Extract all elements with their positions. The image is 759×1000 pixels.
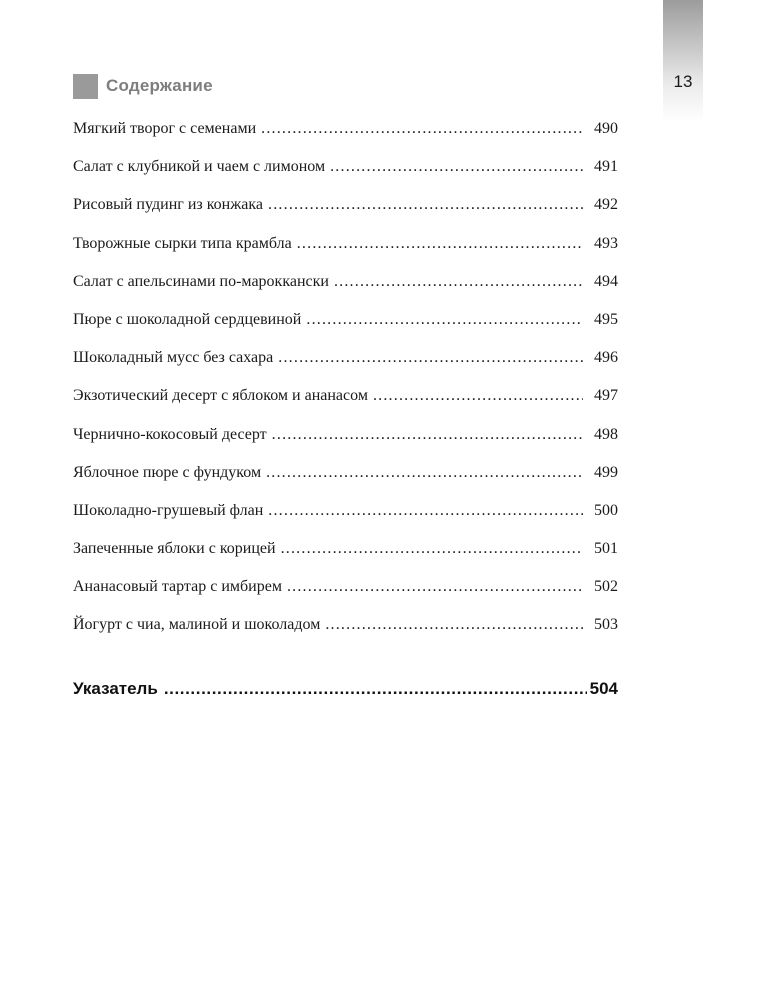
header-square-marker — [73, 74, 98, 99]
toc-leader-dots — [287, 572, 583, 602]
toc-entry-page: 501 — [594, 540, 618, 558]
toc-entry[interactable] — [73, 267, 618, 305]
toc-entry-page: 494 — [594, 272, 618, 290]
section-title: Содержание — [106, 76, 213, 95]
toc-entry-title: Шоколадный мусс без сахара — [73, 349, 274, 367]
toc-entry[interactable] — [73, 343, 618, 381]
toc-entry[interactable] — [73, 610, 618, 648]
toc-entry-page: 499 — [594, 463, 618, 481]
toc-entry-title: Яблочное пюре с фундуком — [73, 463, 262, 481]
toc-entry[interactable] — [73, 152, 618, 190]
toc-leader-dots — [266, 458, 583, 488]
index-entry[interactable] — [73, 674, 618, 704]
toc-entry-title: Чернично-кокосовый десерт — [73, 425, 267, 443]
toc-entry-title: Запеченные яблоки с корицей — [73, 540, 276, 558]
toc-leader-dots — [325, 610, 583, 640]
toc-entry-page: 502 — [594, 578, 618, 596]
toc-entry-title: Мягкий творог с семенами — [73, 120, 257, 137]
toc-entry-title: Йогурт с чиа, малиной и шоколадом — [73, 616, 321, 634]
toc-entry-title: Салат с апельсинами по-мароккански — [73, 272, 329, 290]
toc-entry[interactable] — [73, 534, 618, 572]
toc-entry-page: 503 — [594, 616, 618, 634]
toc-entry-title: Пюре с шоколадной сердцевиной — [73, 310, 302, 328]
toc-leader-dots — [268, 190, 583, 220]
toc-entry-title: Рисовый пудинг из конжака — [73, 196, 264, 214]
index-entry-title: Указатель — [73, 679, 158, 698]
toc-entry-page: 495 — [594, 310, 618, 328]
toc-entry-page: 492 — [594, 196, 618, 214]
toc-leader-dots — [281, 534, 583, 564]
section-header — [73, 73, 213, 99]
page-edge-tab — [663, 0, 703, 122]
toc-entry[interactable] — [73, 572, 618, 610]
toc-entry[interactable] — [73, 496, 618, 534]
toc-leader-dots — [373, 381, 583, 411]
toc-entry[interactable] — [73, 381, 618, 419]
toc-entry-page: 490 — [594, 120, 618, 137]
toc-entry-title: Творожные сырки типа крамбла — [73, 234, 292, 252]
toc-leader-dots — [261, 114, 583, 144]
toc-entry-page: 496 — [594, 349, 618, 367]
index-leader-dots — [164, 674, 587, 704]
toc-leader-dots — [306, 305, 583, 335]
toc-entry[interactable] — [73, 420, 618, 458]
toc-leader-dots — [297, 229, 583, 259]
toc-entry-page: 493 — [594, 234, 618, 252]
toc-leader-dots — [334, 267, 583, 297]
page-number: 13 — [673, 72, 693, 91]
toc-leader-dots — [268, 496, 583, 526]
toc-entry[interactable] — [73, 114, 618, 152]
toc-entry-title: Салат с клубникой и чаем с лимоном — [73, 158, 326, 176]
table-of-contents — [73, 114, 618, 649]
toc-entry-page: 498 — [594, 425, 618, 443]
toc-entry-title: Экзотический десерт с яблоком и ананасом — [73, 387, 368, 405]
toc-entry-title: Шоколадно-грушевый флан — [73, 501, 264, 519]
toc-entry[interactable] — [73, 458, 618, 496]
toc-leader-dots — [278, 343, 583, 373]
toc-entry[interactable] — [73, 190, 618, 228]
toc-entry-page: 497 — [594, 387, 618, 405]
toc-entry[interactable] — [73, 305, 618, 343]
toc-entry-page: 500 — [594, 501, 618, 519]
toc-entry-page: 491 — [594, 158, 618, 176]
toc-entry[interactable] — [73, 229, 618, 267]
index-entry-page: 504 — [589, 679, 618, 698]
toc-leader-dots — [272, 420, 583, 450]
toc-leader-dots — [330, 152, 583, 182]
toc-entry-title: Ананасовый тартар с имбирем — [73, 578, 282, 596]
